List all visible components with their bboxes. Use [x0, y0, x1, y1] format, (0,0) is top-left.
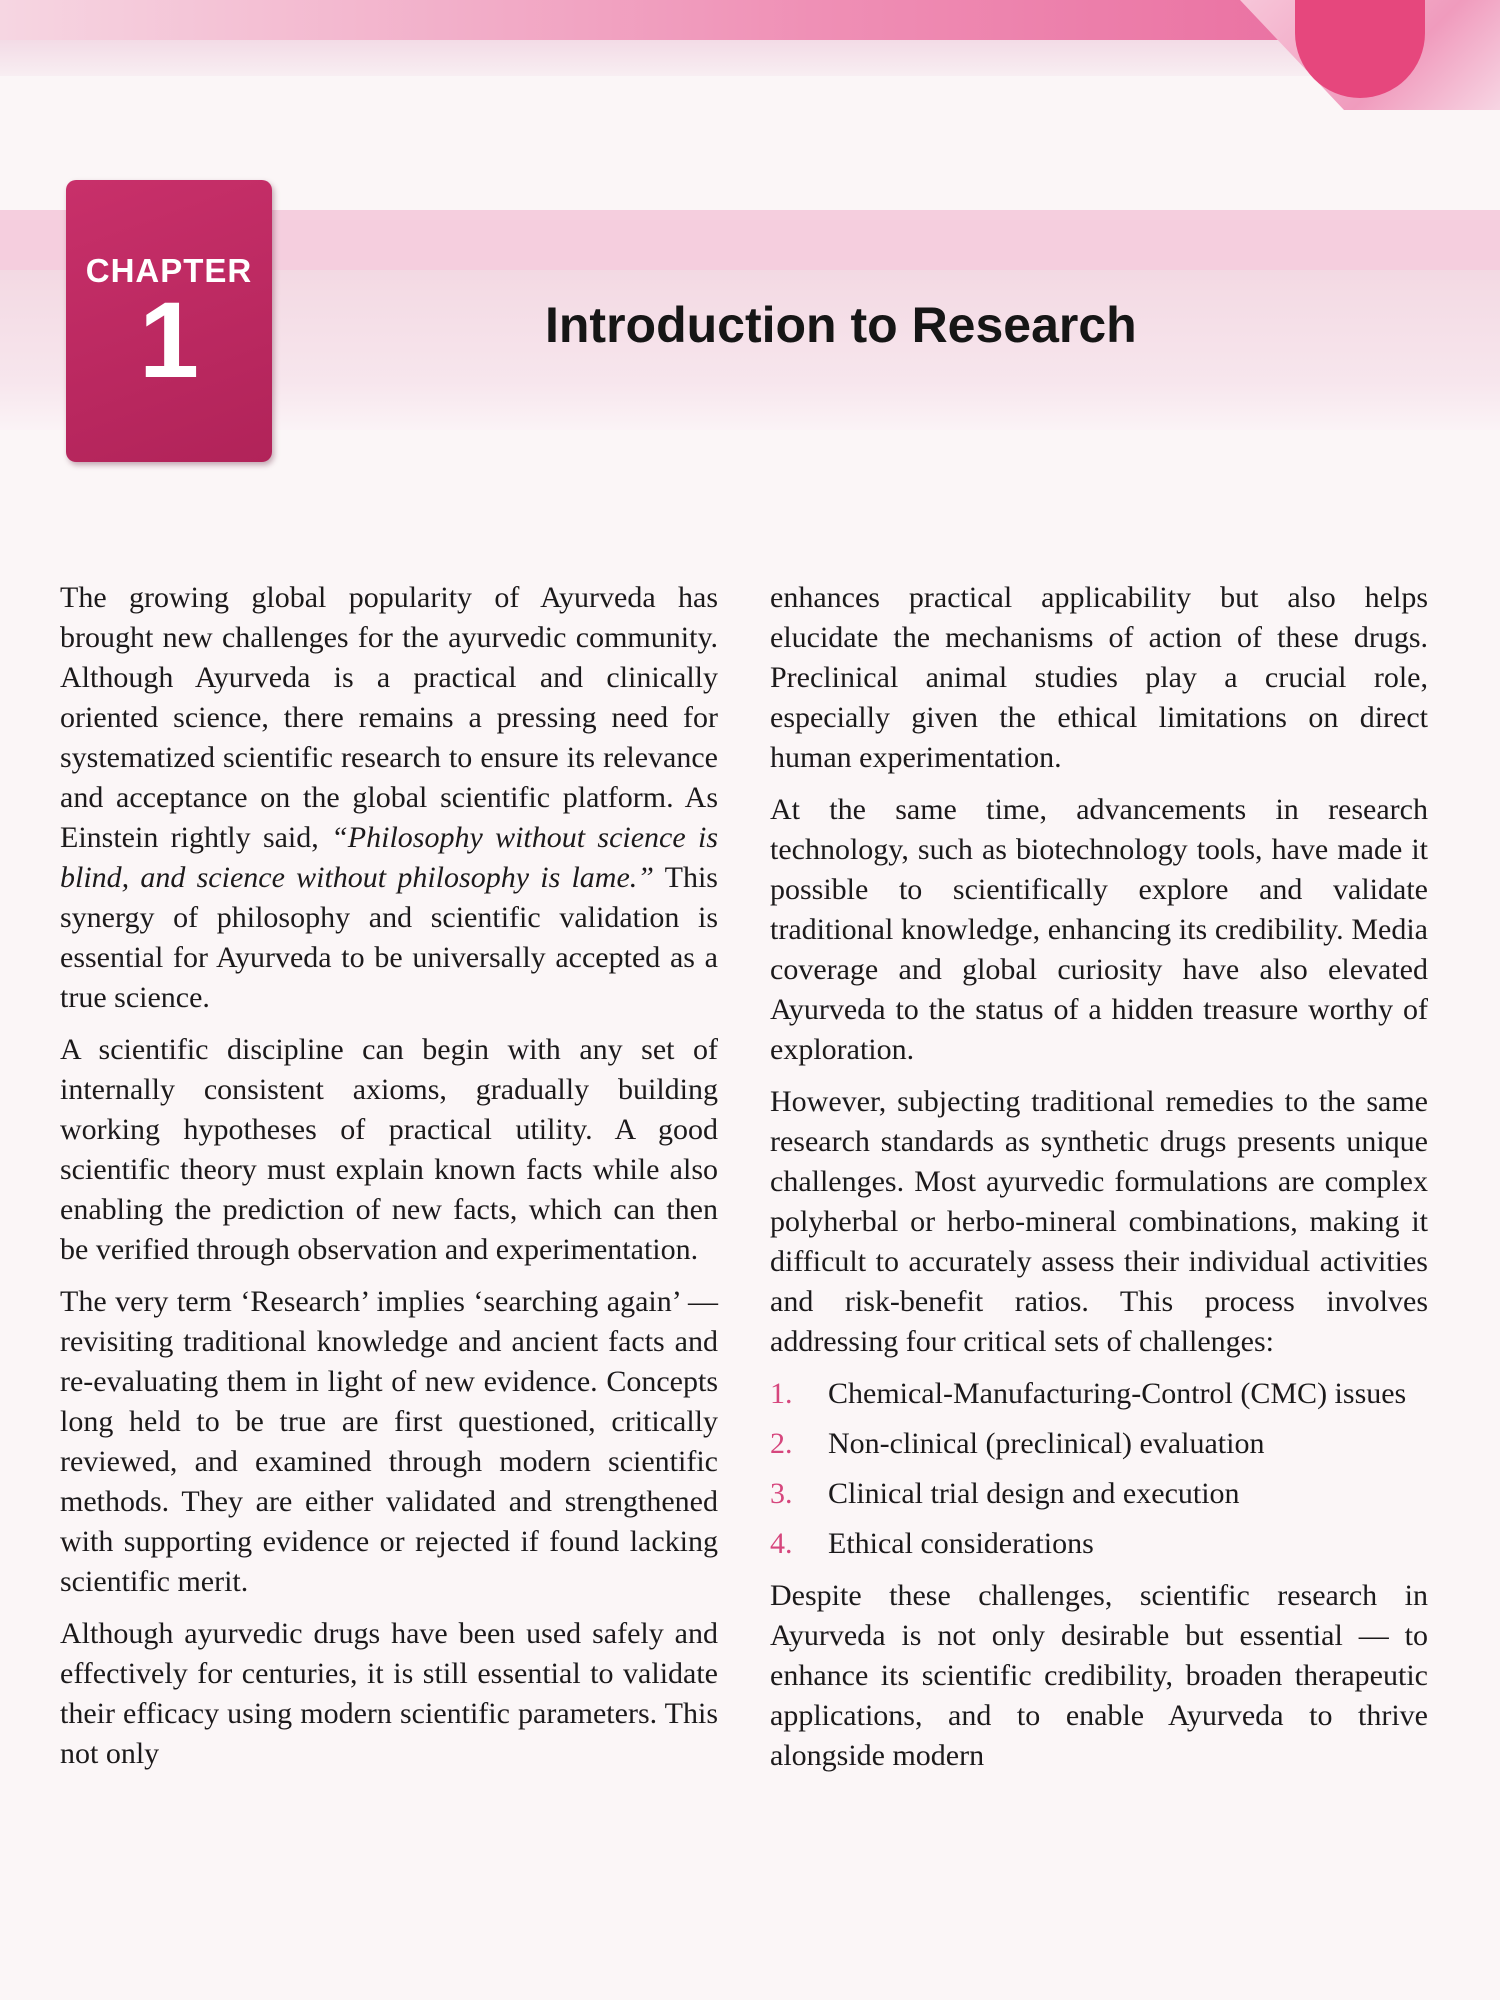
chapter-badge — [66, 180, 272, 462]
paragraph: However, subjecting traditional remedies to the same research standards as synthetic drugs presents unique challenges. Most ayurvedic formulations are complex polyherbal or herbo-mineral combinations, making it difficult to accurately assess their individual activities and risk-benefit ratios. This process involves addressing four critical sets of challenges: — [770, 1085, 1428, 1358]
paragraph: At the same time, advancements in research technology, such as biotechnology tools, have made it possible to scientifically explore and validate traditional knowledge, enhancing its credibility. Media coverage and global curiosity have also elevated Ayurveda to the status of a hidden treasure worthy of exploration. — [770, 793, 1428, 1066]
paragraph: A scientific discipline can begin with any set of internally consistent axioms, gradually building working hypotheses of practical utility. A good scientific theory must explain known facts while also enabling the prediction of new facts, which can then be verified through observation and experimentation. — [60, 1033, 718, 1266]
list-number: 4. — [770, 1527, 793, 1560]
chapter-title: Introduction to Research — [545, 297, 1137, 353]
list-number: 3. — [770, 1477, 793, 1510]
paragraph: The growing global popularity of Ayurveda has brought new challenges for the ayurvedic community. Although Ayurveda is a practical and clinically oriented science, there remains a pressing need for systematized scientific research to ensure its relevance and acceptance on the global scientific platform. As Einstein rightly said, “Philosophy without science is blind, and science without philosophy is lame.” This synergy of philosophy and scientific validation is essential for Ayurveda to be universally accepted as a true science. — [60, 581, 719, 1014]
paragraph: enhances practical applicability but also helps elucidate the mechanisms of action of these drugs. Preclinical animal studies play a crucial role, especially given the ethical limitations on direct human experimentation. — [770, 581, 1428, 774]
list-number: 1. — [770, 1377, 793, 1410]
list-item: 1. Chemical-Manufacturing-Control (CMC) issues — [770, 1374, 1428, 1414]
left-column — [60, 578, 718, 1786]
paragraph: The very term ‘Research’ implies ‘searching again’ — revisiting traditional knowledge and ancient facts and re-evaluating them in light of new evidence. Concepts long held to be true are first questioned, critically reviewed, and examined through modern scientific methods. They are either validated and strengthened with supporting evidence or rejected if found lacking scientific merit. — [60, 1285, 718, 1598]
top-decorative-strip — [0, 40, 1500, 76]
list-item: 4. Ethical considerations — [770, 1524, 1428, 1564]
challenges-list — [770, 1374, 1428, 1564]
list-item: 2. Non-clinical (preclinical) evaluation — [770, 1424, 1428, 1464]
right-column — [770, 578, 1428, 1788]
paragraph: Despite these challenges, scientific research in Ayurveda is not only desirable but essential — to enhance its scientific credibility, broaden therapeutic applications, and to enable Ayurveda to thrive alongside modern — [770, 1579, 1428, 1772]
list-item: 3. Clinical trial design and execution — [770, 1474, 1428, 1514]
chapter-number: 1 — [138, 279, 200, 400]
chapter-label: CHAPTER — [85, 252, 253, 289]
einstein-quote: “Philosophy without science is blind, and science without philosophy is lame.” — [60, 821, 719, 894]
list-number: 2. — [770, 1427, 793, 1460]
paragraph: Although ayurvedic drugs have been used safely and effectively for centuries, it is still essential to validate their efficacy using modern scientific parameters. This not only — [60, 1617, 718, 1770]
